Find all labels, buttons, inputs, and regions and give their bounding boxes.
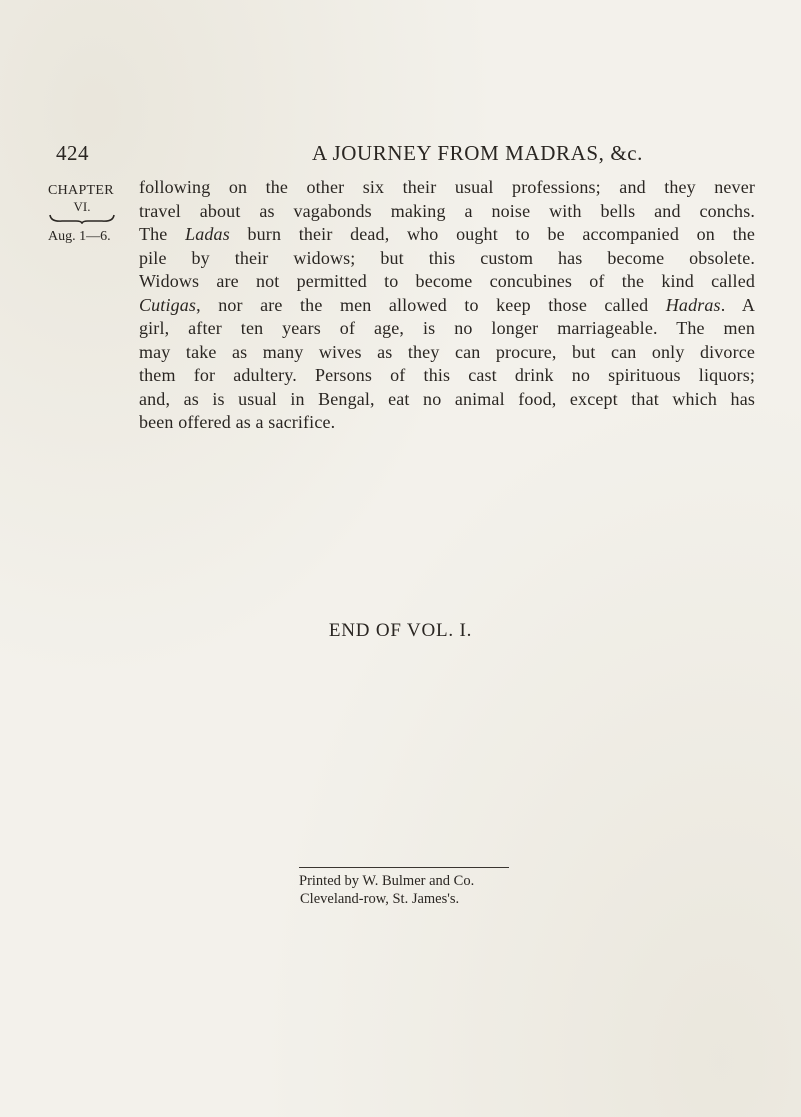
text-line: travel about as vagabonds making a noise with bells and conchs. <box>139 200 755 221</box>
text-line: following on the other six their usual professions; and they never <box>139 177 755 197</box>
running-head <box>56 141 756 171</box>
italic-term: Cutigas <box>139 294 197 315</box>
imprint-printer: Printed by W. Bulmer and Co. <box>299 873 475 889</box>
imprint-address: Cleveland-row, St. James's. <box>300 891 460 907</box>
text-line: girl, after ten years of age, is no longer marriageable. The men <box>139 318 755 338</box>
text-line: been offered as a sacrifice. <box>139 412 336 432</box>
margin-chapter-number: VI. <box>73 199 91 214</box>
page-number: 424 <box>56 141 89 165</box>
text-line: The Ladas burn their dead, who ought to be accompanied on the <box>139 224 756 244</box>
imprint-rule <box>299 867 509 868</box>
margin-note <box>48 181 128 247</box>
margin-chapter-label: CHAPTER <box>48 183 114 198</box>
text-line: and, as is usual in Bengal, eat no animal food, except that which has <box>139 388 755 409</box>
italic-term: Hadras <box>665 294 721 315</box>
printer-imprint <box>299 867 519 908</box>
text-line: Widows are not permitted to become concubines of the kind called <box>139 271 755 291</box>
running-title: A JOURNEY FROM MADRAS, &c. <box>312 141 644 165</box>
text-line: pile by their widows; but this custom has become obsolete. <box>139 247 755 268</box>
body-paragraph <box>139 176 755 435</box>
text-line: Cutigas, nor are the men allowed to keep those called Hadras. A <box>139 294 755 315</box>
margin-date: Aug. 1—6. <box>48 229 111 244</box>
end-of-volume-mark: END OF VOL. I. <box>328 620 473 641</box>
italic-term: Ladas <box>185 224 230 244</box>
brace-ornament-icon <box>48 214 116 224</box>
text-line: them for adultery. Persons of this cast drink no spirituous liquors; <box>139 365 755 385</box>
text-line: may take as many wives as they can procure, but can only divorce <box>139 341 755 362</box>
